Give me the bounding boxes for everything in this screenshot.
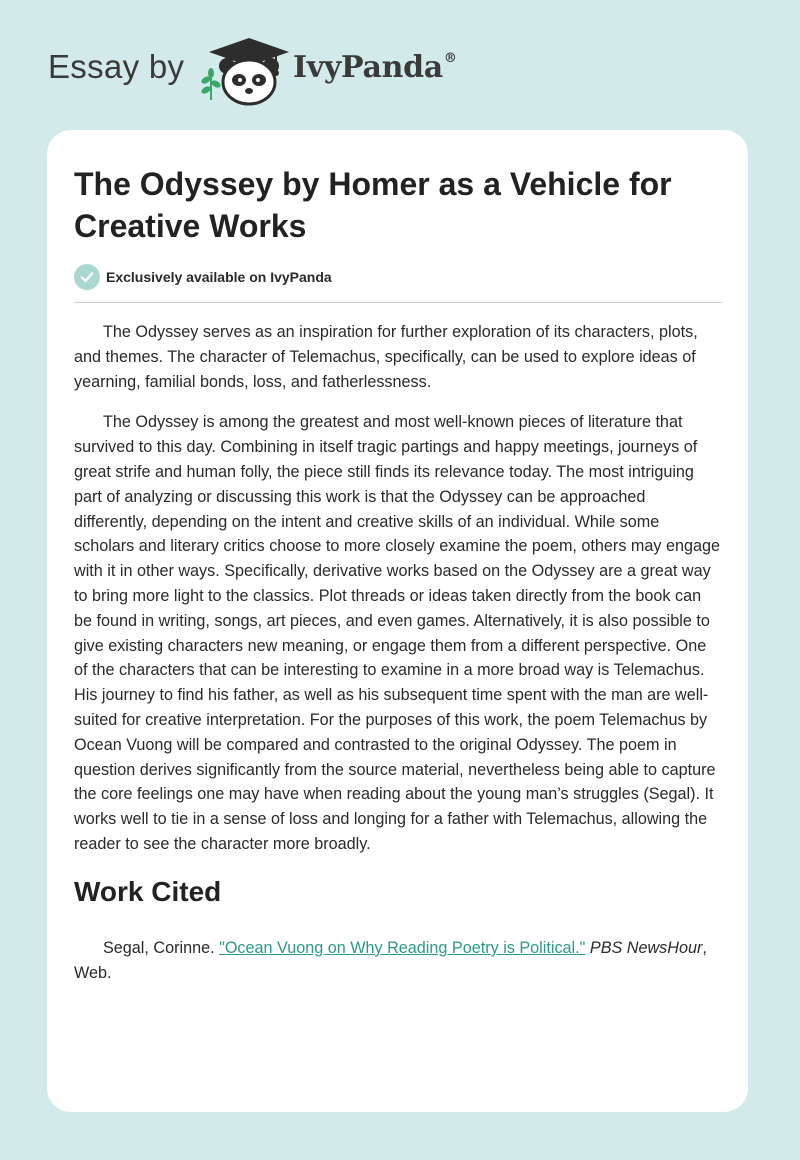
citation-author: Segal, Corinne. (103, 939, 215, 957)
exclusive-badge (74, 264, 332, 290)
divider (74, 302, 722, 303)
brand-text: IvyPanda (293, 50, 443, 85)
essay-body (74, 320, 722, 873)
panda-logo-icon (205, 36, 293, 108)
badge-label: Exclusively available on IvyPanda (106, 269, 332, 285)
citation-link[interactable]: "Ocean Vuong on Why Reading Poetry is Political." (219, 939, 586, 957)
citation-suffix: , Web. (74, 939, 707, 982)
site-header (0, 0, 800, 120)
citation (74, 936, 722, 986)
registered-mark: ® (443, 51, 457, 66)
paragraph: The Odyssey serves as an inspiration for further exploration of its characters, plots, and themes. The character of Telemachus, specifically, can be used to explore ideas of yearning, familial bonds, loss, and fatherlessness. (74, 323, 698, 391)
works-cited-heading: Work Cited (74, 876, 222, 907)
paragraph: The Odyssey is among the greatest and most well-known pieces of literature that survived to this day. Combining in itself tragic partings and happy meetings, journeys of great strife and human folly, the piece still finds its relevance today. The most intriguing part of analyzing or discussing this work is that the Odyssey can be approached differently, depending on the intent and creative skills of an individual. While some scholars and literary critics choose to more closely examine the poem, others may engage with it in other ways. Specifically, derivative works based on the Odyssey are a great way to bring more light to the classics. Plot threads or ideas taken directly from the book can be found in writing, songs, art pieces, and even games. Alternatively, it is also possible to give existing characters new meaning, or engage them from a different perspective. One of the characters that can be interesting to examine in a more broad way is Telemachus. His journey to find his father, as well as his subsequent time spent with the man are well-suited for creative interpretation. For the purposes of this work, the poem Telemachus by Ocean Vuong will be compared and contrasted to the original Odyssey. The poem in question derives significantly from the source material, nevertheless being able to capture the core feelings one may have when reading about the young man’s struggles (Segal). It works well to tie in a sense of loss and longing for a father with Telemachus, allowing the reader to see the character more broadly. (74, 413, 721, 853)
citation-publication: PBS NewsHour (589, 939, 703, 957)
brand-name[interactable] (293, 50, 457, 85)
checkmark-icon (74, 264, 100, 290)
essay-by-label: Essay by (48, 48, 185, 85)
essay-card (47, 130, 748, 1112)
page-title: The Odyssey by Homer as a Vehicle for Creative Works (74, 166, 672, 244)
